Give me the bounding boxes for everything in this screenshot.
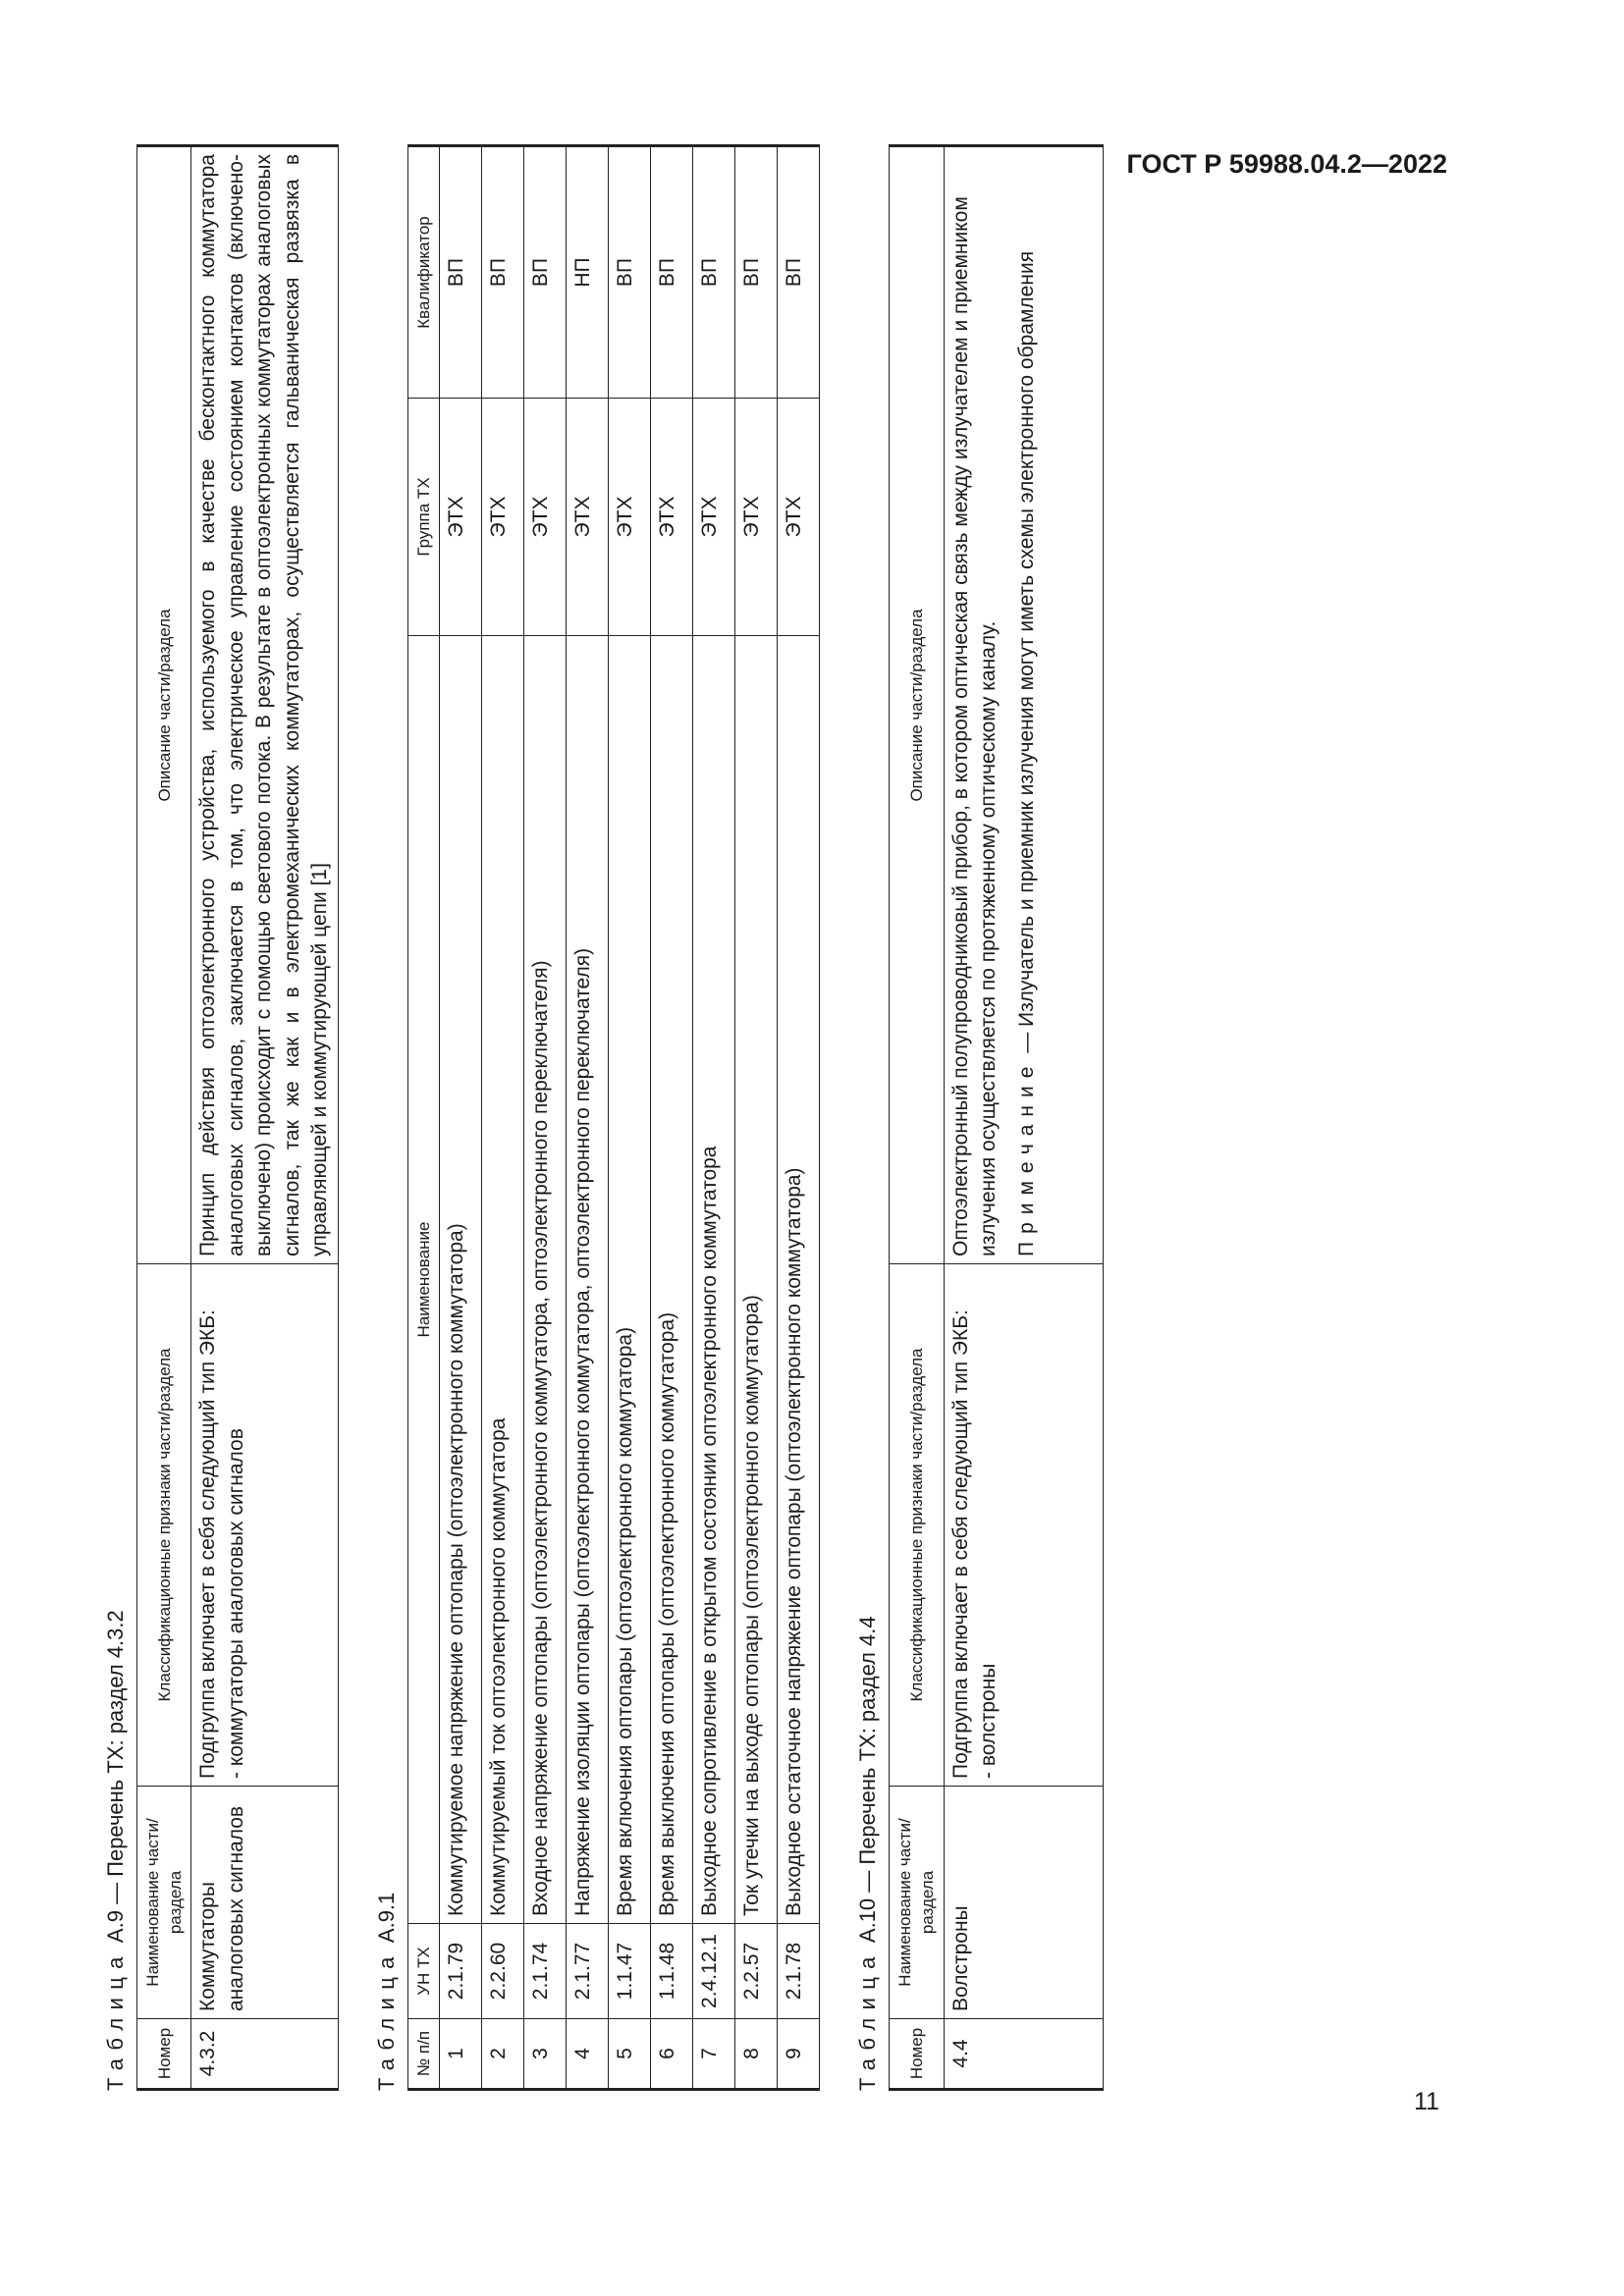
table-header-row <box>890 146 944 2090</box>
class-item: - коммутаторы аналоговых сигналов <box>224 1428 247 1779</box>
table-row <box>651 146 693 2090</box>
header-name: Наименование части/раздела <box>890 1787 944 2019</box>
cell-index: 1 <box>440 2019 482 2090</box>
rotated-content <box>103 147 1104 2091</box>
cell-group: ЭТХ <box>567 399 609 636</box>
note-word: Примечание <box>1014 1058 1038 1256</box>
cell-code: 2.4.12.1 <box>693 1924 735 2019</box>
caption-text: А.9.1 <box>374 1892 400 1944</box>
cell-qualifier: ВП <box>440 146 482 399</box>
table-row <box>191 146 339 2090</box>
cell-group: ЭТХ <box>482 399 524 636</box>
cell-name: Напряжение изоляции оптопары (оптоэлектронного коммутатора, оптоэлектронного переключателя) <box>567 636 609 1924</box>
cell-qualifier: ВП <box>651 146 693 399</box>
table-a9-caption <box>103 147 129 2091</box>
cell-qualifier: ВП <box>524 146 567 399</box>
cell-description <box>944 146 1103 1264</box>
cell-number: 4.4 <box>944 2019 1103 2090</box>
table-row <box>735 146 778 2090</box>
cell-index: 6 <box>651 2019 693 2090</box>
cell-qualifier: ВП <box>693 146 735 399</box>
table-row <box>693 146 735 2090</box>
cell-qualifier: НП <box>567 146 609 399</box>
header-name: Наименование <box>408 636 440 1924</box>
cell-name: Выходное сопротивление в открытом состоянии оптоэлектронного коммутатора <box>693 636 735 1924</box>
table-row <box>778 146 820 2090</box>
table-a10-caption <box>855 147 881 2091</box>
standard-designation: ГОСТ Р 59988.04.2—2022 <box>1126 149 1447 179</box>
cell-group: ЭТХ <box>440 399 482 636</box>
caption-text: А.10 — Перечень ТХ: раздел 4.4 <box>855 1616 881 1944</box>
cell-name: Волстроны <box>944 1787 1103 2019</box>
header-description: Описание части/раздела <box>890 146 944 1264</box>
table-row <box>609 146 651 2090</box>
cell-classification <box>944 1264 1103 1787</box>
header-index: № п/п <box>408 2019 440 2090</box>
cell-code: 2.1.78 <box>778 1924 820 2019</box>
table-row <box>944 146 1103 2090</box>
table-row <box>440 146 482 2090</box>
cell-qualifier: ВП <box>735 146 778 399</box>
table-row <box>567 146 609 2090</box>
cell-name: Время включения оптопары (оптоэлектронного коммутатора) <box>609 636 651 1924</box>
header-classification: Классификационные признаки части/раздела <box>890 1264 944 1787</box>
cell-index: 2 <box>482 2019 524 2090</box>
table-header-row <box>137 146 191 2090</box>
cell-classification <box>191 1264 339 1787</box>
class-intro: Подгруппа включает в себя следующий тип ЭКБ: <box>948 1309 972 1779</box>
description-text: Оптоэлектронный полупроводниковый прибор, в котором оптическая связь между излучателем и приемником излучения осуществляется по протяженному оптическому каналу. <box>948 196 1001 1256</box>
cell-group: ЭТХ <box>693 399 735 636</box>
cell-code: 1.1.48 <box>651 1924 693 2019</box>
header-description: Описание части/раздела <box>137 146 191 1264</box>
cell-code: 2.1.79 <box>440 1924 482 2019</box>
class-item: - волстроны <box>977 1663 1001 1779</box>
cell-index: 7 <box>693 2019 735 2090</box>
table-row <box>482 146 524 2090</box>
header-group: Группа ТХ <box>408 399 440 636</box>
note <box>1013 154 1042 1256</box>
cell-group: ЭТХ <box>524 399 567 636</box>
caption-text: А.9 — Перечень ТХ: раздел 4.3.2 <box>103 1610 128 1944</box>
cell-name: Входное напряжение оптопары (оптоэлектронного коммутатора, оптоэлектронного переключателя) <box>524 636 567 1924</box>
cell-name: Ток утечки на выходе оптопары (оптоэлектронного коммутатора) <box>735 636 778 1924</box>
table-a91-body <box>440 146 820 2090</box>
cell-name: Время выключения оптопары (оптоэлектронного коммутатора) <box>651 636 693 1924</box>
cell-index: 3 <box>524 2019 567 2090</box>
cell-number: 4.3.2 <box>191 2019 339 2090</box>
cell-index: 5 <box>609 2019 651 2090</box>
table-header-row <box>408 146 440 2090</box>
cell-code: 1.1.47 <box>609 1924 651 2019</box>
header-classification: Классификационные признаки части/раздела <box>137 1264 191 1787</box>
table-a10 <box>889 144 1103 2091</box>
header-qualifier: Квалификатор <box>408 146 440 399</box>
cell-index: 9 <box>778 2019 820 2090</box>
table-a9 <box>136 144 339 2091</box>
cell-group: ЭТХ <box>609 399 651 636</box>
cell-qualifier: ВП <box>778 146 820 399</box>
note-text: — Излучатель и приемник излучения могут иметь схемы электронного обрамления <box>1014 250 1038 1053</box>
cell-group: ЭТХ <box>735 399 778 636</box>
page-number: 11 <box>1414 2088 1439 2115</box>
cell-code: 2.1.77 <box>567 1924 609 2019</box>
header-name: Наименование части/раздела <box>137 1787 191 2019</box>
table-a91-caption <box>374 147 400 2091</box>
cell-name: Выходное остаточное напряжение оптопары (оптоэлектронного коммутатора) <box>778 636 820 1924</box>
cell-name: Коммутируемый ток оптоэлектронного коммутатора <box>482 636 524 1924</box>
table-row <box>524 146 567 2090</box>
header-number: Номер <box>890 2019 944 2090</box>
cell-name: Коммутаторы аналоговых сигналов <box>191 1787 339 2019</box>
cell-name: Коммутируемое напряжение оптопары (оптоэлектронного коммутатора) <box>440 636 482 1924</box>
cell-group: ЭТХ <box>778 399 820 636</box>
cell-group: ЭТХ <box>651 399 693 636</box>
cell-code: 2.2.57 <box>735 1924 778 2019</box>
header-number: Номер <box>137 2019 191 2090</box>
cell-code: 2.1.74 <box>524 1924 567 2019</box>
cell-qualifier: ВП <box>609 146 651 399</box>
cell-index: 8 <box>735 2019 778 2090</box>
cell-code: 2.2.60 <box>482 1924 524 2019</box>
cell-description: Принцип действия оптоэлектронного устройства, используемого в качестве бесконтактного коммутатора аналоговых сигналов, заключается в том, что электрическое управление состоянием контактов (включено-выключено) происходит с помощью светового потока. В результате в оптоэлектронных коммутаторах аналоговых сигналов, так же как и в электромеханических коммутаторах, осуществляется гальваническая развязка в управляющей и коммутирующей цепи [1] <box>191 146 339 1264</box>
caption-word: Таблица <box>855 1949 881 2091</box>
header-code: УН ТХ <box>408 1924 440 2019</box>
cell-qualifier: ВП <box>482 146 524 399</box>
table-a91 <box>407 144 820 2091</box>
cell-index: 4 <box>567 2019 609 2090</box>
caption-word: Таблица <box>103 1949 128 2091</box>
class-intro: Подгруппа включает в себя следующий тип ЭКБ: <box>196 1309 220 1779</box>
caption-word: Таблица <box>374 1949 400 2091</box>
